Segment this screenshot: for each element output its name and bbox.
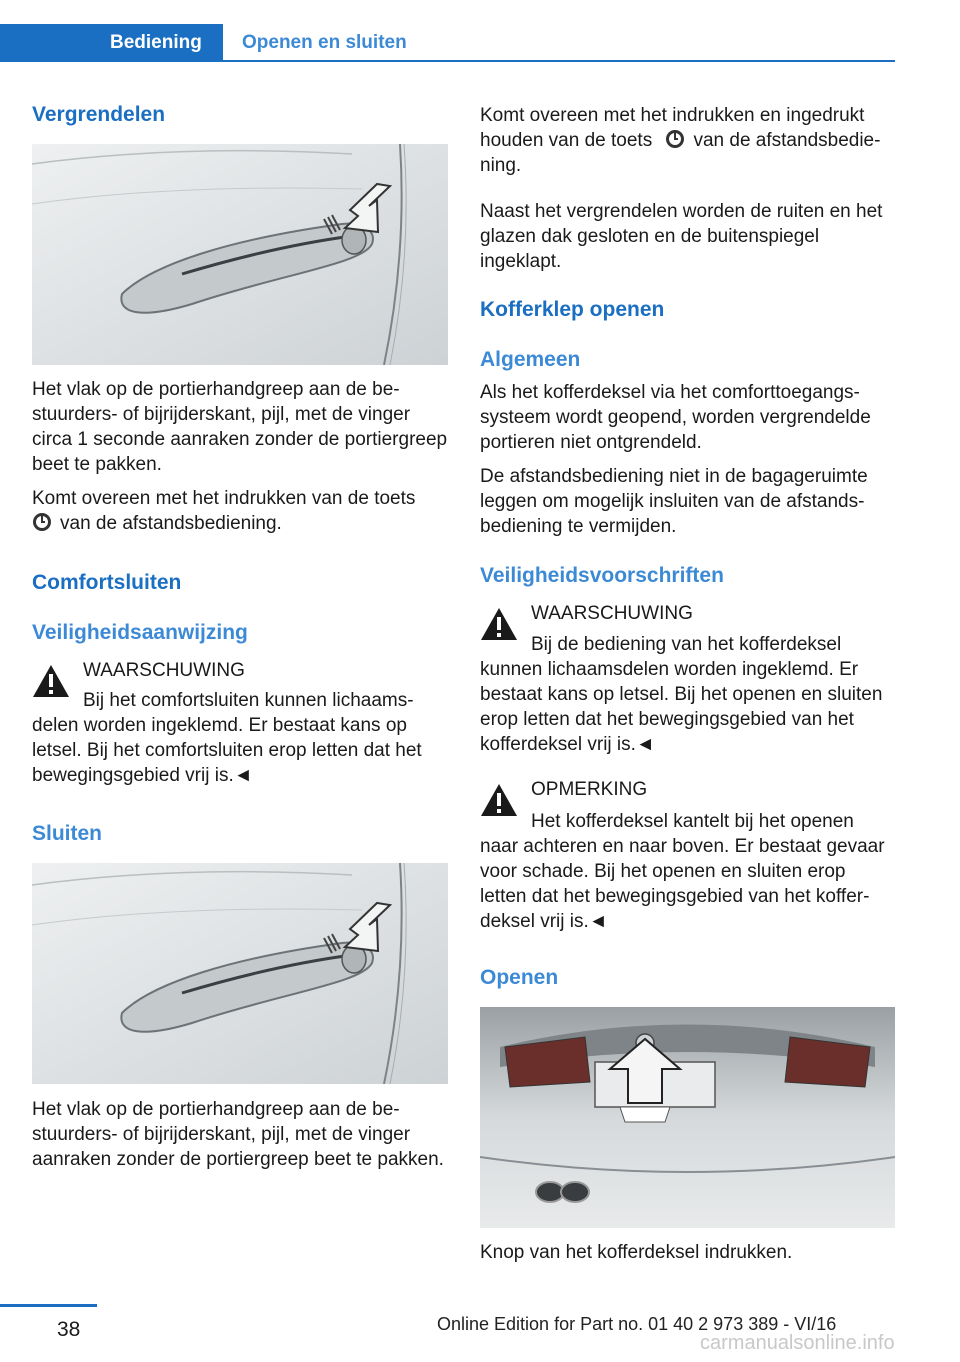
lock-key-icon: [32, 512, 52, 532]
paragraph-afstandsbediening: De afstandsbediening niet in de bagageruimte leggen om mogelijk insluiten van de afstandsbediening te vermijden.: [480, 466, 868, 537]
paragraph-text-part1: Komt overeen met het indrukken van de toets: [32, 488, 416, 509]
paragraph-text-part2: van de afstandsbediening.: [60, 513, 282, 534]
figure-trunk-button: [480, 1007, 895, 1228]
paragraph-vergrendelen-toets: [32, 486, 448, 536]
figure-door-handle-lock: [32, 144, 448, 365]
warning-label: WAARSCHUWING: [531, 603, 693, 624]
heading-kofferklep-openen: Kofferklep openen: [480, 298, 665, 321]
warning-text-comfortsluiten: Bij het comfortsluiten kunnen lichaamsdelen worden ingeklemd. Er bestaat kans op letsel. Bij het comfortsluiten erop letten dat het bewegingsgebied vrij is.◄: [32, 690, 422, 786]
heading-comfortsluiten: Comfortsluiten: [32, 571, 182, 594]
paragraph-comforttoegang: Als het kofferdeksel via het comforttoegangssysteem wordt geopend, worden vergrendelde portieren niet ontgrendeld.: [480, 382, 871, 453]
paragraph-sluiten-instructie: Het vlak op de portierhandgreep aan de bestuurders- of bijrijderskant, pijl, met de vinger aanraken zonder de portiergreep beet te pakken.: [32, 1099, 444, 1170]
tab-bediening[interactable]: Bediening: [0, 24, 223, 62]
page-number: 38: [57, 1318, 81, 1341]
paragraph-comfort-toets: [480, 103, 896, 178]
heading-sluiten: Sluiten: [32, 822, 103, 845]
header-rule: [0, 60, 895, 62]
heading-algemeen: Algemeen: [480, 348, 581, 371]
warning-text-kofferdeksel: Bij de bediening van het kofferdeksel kunnen lichaamsdelen worden ingeklemd. Er bestaat kans op letsel. Bij het openen en sluiten erop letten dat het bewegingsgebied van het kofferdeksel vrij is.◄: [480, 634, 883, 755]
warning-label: WAARSCHUWING: [83, 660, 245, 681]
paragraph-text-part2: van de afstandsbediening.: [480, 130, 881, 176]
paragraph-vergrendelen-instructie: Het vlak op de portierhandgreep aan de bestuurders- of bijrijderskant, pijl, met de vinger circa 1 seconde aanraken zonder de portiergreep beet te pakken.: [32, 379, 448, 475]
watermark: carmanualsonline.info: [700, 1332, 895, 1354]
page-header: [0, 0, 895, 62]
heading-vergrendelen: Vergrendelen: [32, 103, 166, 126]
paragraph-text-part1: Komt overeen met het indrukken en ingedrukt houden van de toets: [480, 105, 865, 151]
heading-veiligheidsaanwijzing: Veiligheidsaanwijzing: [32, 621, 248, 644]
paragraph-ruiten-gesloten: Naast het vergrendelen worden de ruiten en het glazen dak gesloten en de buitenspiegel ingeklapt.: [480, 201, 883, 272]
heading-veiligheidsvoorschriften: Veiligheidsvoorschriften: [480, 564, 724, 587]
note-label: OPMERKING: [531, 779, 648, 800]
paragraph-openen-instructie: Knop van het kofferdeksel indrukken.: [480, 1242, 793, 1263]
edition-text: Online Edition for Part no. 01 40 2 973 389 - VI/16: [437, 1314, 837, 1334]
lock-key-icon: [665, 129, 685, 149]
note-text-kofferdeksel: Het kofferdeksel kantelt bij het openen naar achteren en naar boven. Er bestaat gevaar voor schade. Bij het openen en sluiten erop letten dat het bewegingsgebied van het kofferdeksel vrij is.◄: [480, 811, 885, 932]
figure-door-handle-close: [32, 863, 448, 1084]
footer-rule: [0, 1304, 97, 1307]
heading-openen: Openen: [480, 966, 559, 989]
tab-openen-en-sluiten[interactable]: Openen en sluiten: [242, 32, 407, 53]
